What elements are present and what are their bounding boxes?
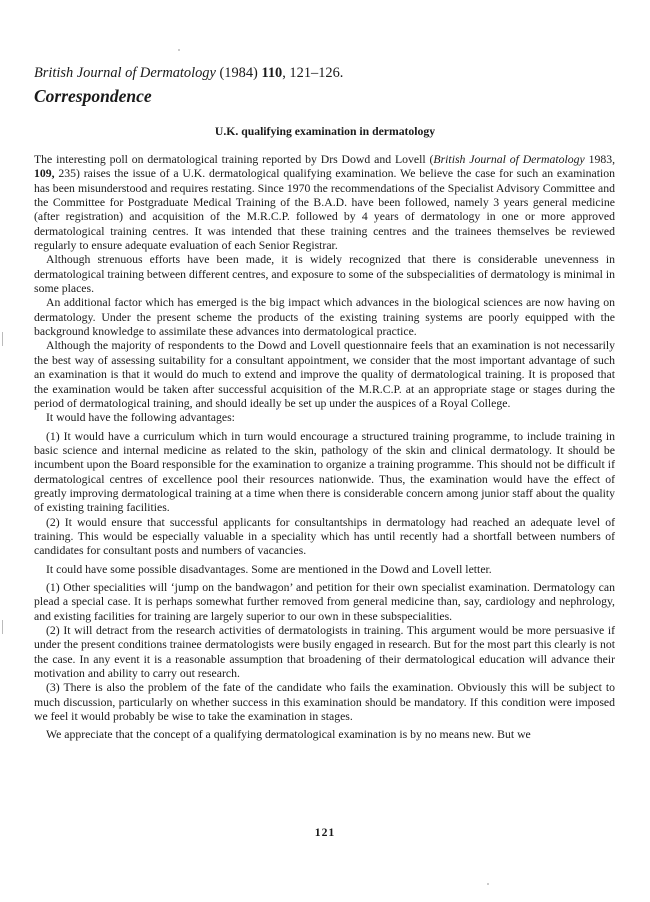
paragraph: An additional factor which has emerged is the big impact which advances in the biological sciences are now having on dermatology. Under the present scheme the products of the existing training systems are poorly equipped with the background knowledge to assimilate these advances into dermatological practice.: [34, 296, 615, 339]
intro-text-a: The interesting poll on dermatological training reported by Drs Dowd and Lovell (: [34, 153, 434, 166]
article-title: U.K. qualifying examination in dermatology: [214, 125, 436, 138]
scan-mark: [2, 332, 3, 346]
intro-text-c: 235) raises the issue of a U.K. dermatological qualifying examination. We believe the case for such an examination has been misunderstood and requires restating. Since 1970 the recommendations of the Specialist Advisory Committee and the Committee for Postgraduate Medical Training of the B.A.D. have been followed, namely 3 years general medicine (after registration) and acquisition of the M.R.C.P. followed by 4 years of dermatology in one or more approved dermatological training centres. It was intended that these training centres and the trainees themselves be reviewed regularly to ensure adequate evaluation of each Senior Registrar.: [34, 167, 615, 253]
article-body: [34, 153, 615, 743]
advantage-item: (1) It would have a curriculum which in turn would encourage a structured training programme, to include training in basic science and internal medicine as related to the skin, pathology of the skin and clinical dermatology. It should be incumbent upon the Board responsible for the examination to organize a training programme. This should not be difficult if dermatological centres of excellence pool their resources nationwide. Thus, the examination would have the effect of greatly improving dermatological training at a time when there is considerable concern among junior staff about the quality of existing training facilities.: [34, 429, 615, 515]
section-heading: Correspondence: [34, 86, 152, 106]
disadvantage-item: (1) Other specialities will ‘jump on the bandwagon’ and petition for their own specialist examination. Dermatology can plead a special case. It is perhaps somewhat further removed from general medicine than, say, cardiology and nephrology, and existing facilities for training are largely superior to our own in these subspecialities.: [34, 580, 615, 623]
journal-name: British Journal of Dermatology: [34, 65, 216, 81]
paragraph: It could have some possible disadvantages. Some are mentioned in the Dowd and Lovell letter.: [46, 562, 492, 576]
intro-volume: 109,: [34, 167, 55, 181]
paragraph: It would have the following advantages:: [46, 411, 235, 425]
citation-pages: , 121–126.: [282, 65, 344, 81]
journal-citation: [34, 64, 614, 82]
citation-volume: 110: [261, 65, 283, 81]
disadvantage-item: (2) It will detract from the research activities of dermatologists in training. This argument would be more persuasive if under the present conditions trainee dermatologists were busily engaged in research. But for the most part this clearly is not the case. In any event it is a reasonable assumption that broadening of their dermatological education will advance their motivation and ability to carry out research.: [34, 624, 615, 681]
paragraph: Although the majority of respondents to the Dowd and Lovell questionnaire feels that an examination is not necessarily the best way of assessing suitability for a consultant appointment, we consider that the most important advantage of such an examination is that it would do much to extend and improve the quality of dermatological training. It is proposed that the examination would be taken after successful acquisition of the M.R.C.P. at an appropriate stage or stages during the period of dermatological training, and should ideally be set up under the auspices of a Royal College.: [34, 339, 615, 410]
advantage-item: (2) It would ensure that successful applicants for consultantships in dermatology had reached an adequate level of training. This would be especially valuable in a speciality which has until recently had a shortfall between numbers of candidates for consultant posts and numbers of vacancies.: [34, 515, 615, 558]
disadvantage-item: (3) There is also the problem of the fate of the candidate who fails the examination. Obviously this will be subject to much discussion, particularly on whether success in this examination should be mandatory. If this condition were imposed we feel it would probably be wise to take the examination in stages.: [34, 681, 615, 724]
intro-journal-ref: British Journal of Dermatology: [433, 153, 585, 166]
paragraph: Although strenuous efforts have been made, it is widely recognized that there is considerable unevenness in dermatological training between different centres, and exposure to some of the subspecialities of dermatology is minimal in some places.: [34, 253, 615, 296]
scan-speck: [178, 49, 180, 51]
page-number: 121: [314, 826, 336, 839]
paragraph-intro: [34, 153, 615, 253]
scan-mark: [2, 620, 3, 634]
citation-year: (1984): [215, 65, 262, 81]
scan-speck: [487, 883, 489, 885]
intro-text-b: 1983,: [584, 153, 616, 166]
paragraph: We appreciate that the concept of a qualifying dermatological examination is by no means new. But we: [46, 728, 531, 742]
